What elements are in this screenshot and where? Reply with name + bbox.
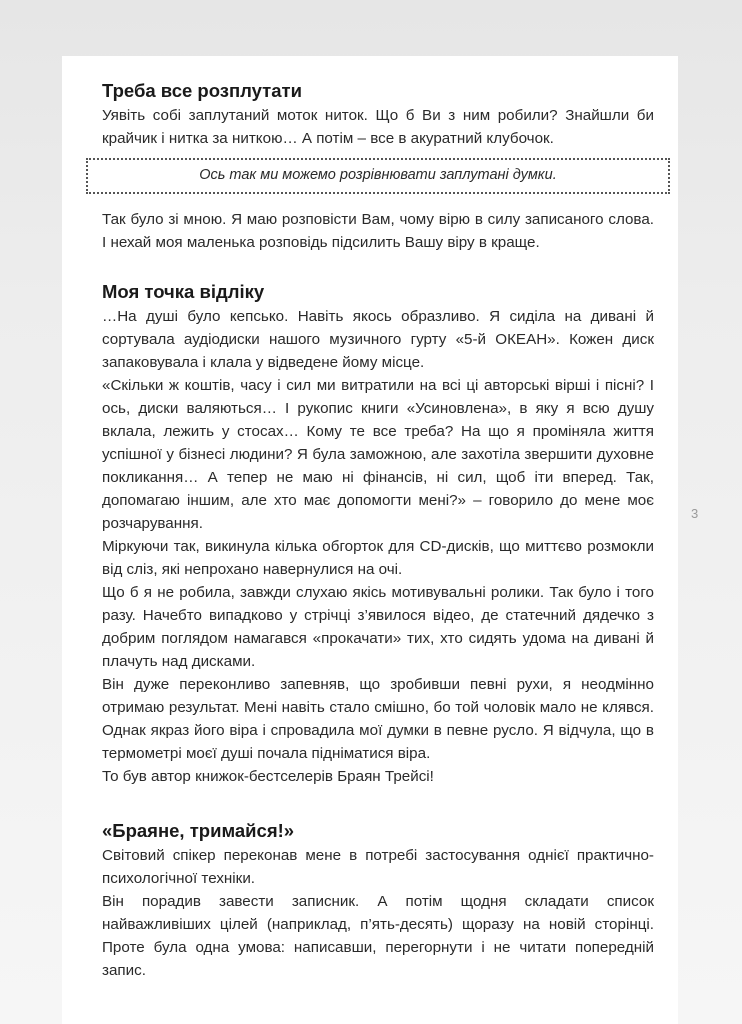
page-sheet bbox=[62, 56, 678, 1024]
page-content bbox=[102, 78, 654, 982]
section-title-starting-point: Моя точка відліку bbox=[102, 281, 265, 302]
paragraph: Світовий спікер переконав мене в потребі застосування однієї практично-психологічної техніки. bbox=[102, 847, 654, 887]
paragraph: Уявіть собі заплутаний моток ниток. Що б Ви з ним робили? Знайшли би крайчик і нитка за ниткою… А потім – все в акуратний клубочок. bbox=[102, 107, 654, 147]
paragraph: Так було зі мною. Я маю розповісти Вам, чому вірю в силу записаного слова. І нехай моя маленька розповідь підсилить Вашу віру в краще. bbox=[102, 211, 654, 251]
section-title-brian: «Браяне, тримайся!» bbox=[102, 820, 295, 841]
callout-box: Ось так ми можемо розрівнювати заплутані думки. bbox=[86, 158, 670, 194]
paragraph: …На душі було кепсько. Навіть якось образливо. Я сиділа на дивані й сортувала аудіодиски нашого музичного гурту «5-й ОКЕАН». Кожен диск запаковувала і клала у відведене йому місце. bbox=[102, 308, 654, 371]
paragraph: Він дуже переконливо запевняв, що зробивши певні рухи, я неодмінно отримаю результат. Мені навіть стало смішно, бо той чоловік мало не клявся. Однак якраз його віра і спровадила мої думки в певне русло. Я відчула, що в термометрі моєї душі почала підніматися віра. bbox=[102, 676, 654, 762]
paragraph: То був автор книжок-бестселерів Браян Трейсі! bbox=[102, 768, 434, 785]
page-number: 3 bbox=[691, 506, 699, 521]
paragraph: «Скільки ж коштів, часу і сил ми витратили на всі ці авторські вірші і пісні? І ось, диски валяються… І рукопис книги «Усиновлена», в яку я всю душу вклала, лежить у стосах… Кому те все треба? На що я проміняла життя успішної у бізнесі людини? Я була заможною, але захотіла звершити духовне покликання… А тепер не маю ні фінансів, ні сил, щоб іти вперед. Так, допомагаю іншим, але хто має допомогти мені?» – говорило до мене моє розчарування. bbox=[102, 377, 654, 532]
paragraph: Що б я не робила, завжди слухаю якісь мотивувальні ролики. Так було і того разу. Начебто випадково у стрічці з’явилося відео, де статечний дядечко з добрим поглядом намагався «прокачати» тих, хто сидять удома на дивані й плачуть над дисками. bbox=[102, 584, 654, 670]
paragraph: Міркуючи так, викинула кілька обгорток для CD-дисків, що миттєво розмокли від сліз, які непрохано навернулися на очі. bbox=[102, 538, 654, 578]
paragraph: Він порадив завести записник. А потім щодня складати список найважливіших цілей (наприклад, п’ять-десять) щоразу на новій сторінці. Проте була одна умова: написавши, перегорнути і не читати попередній запис. bbox=[102, 893, 654, 979]
section-title-untangle: Треба все розплутати bbox=[102, 80, 302, 101]
